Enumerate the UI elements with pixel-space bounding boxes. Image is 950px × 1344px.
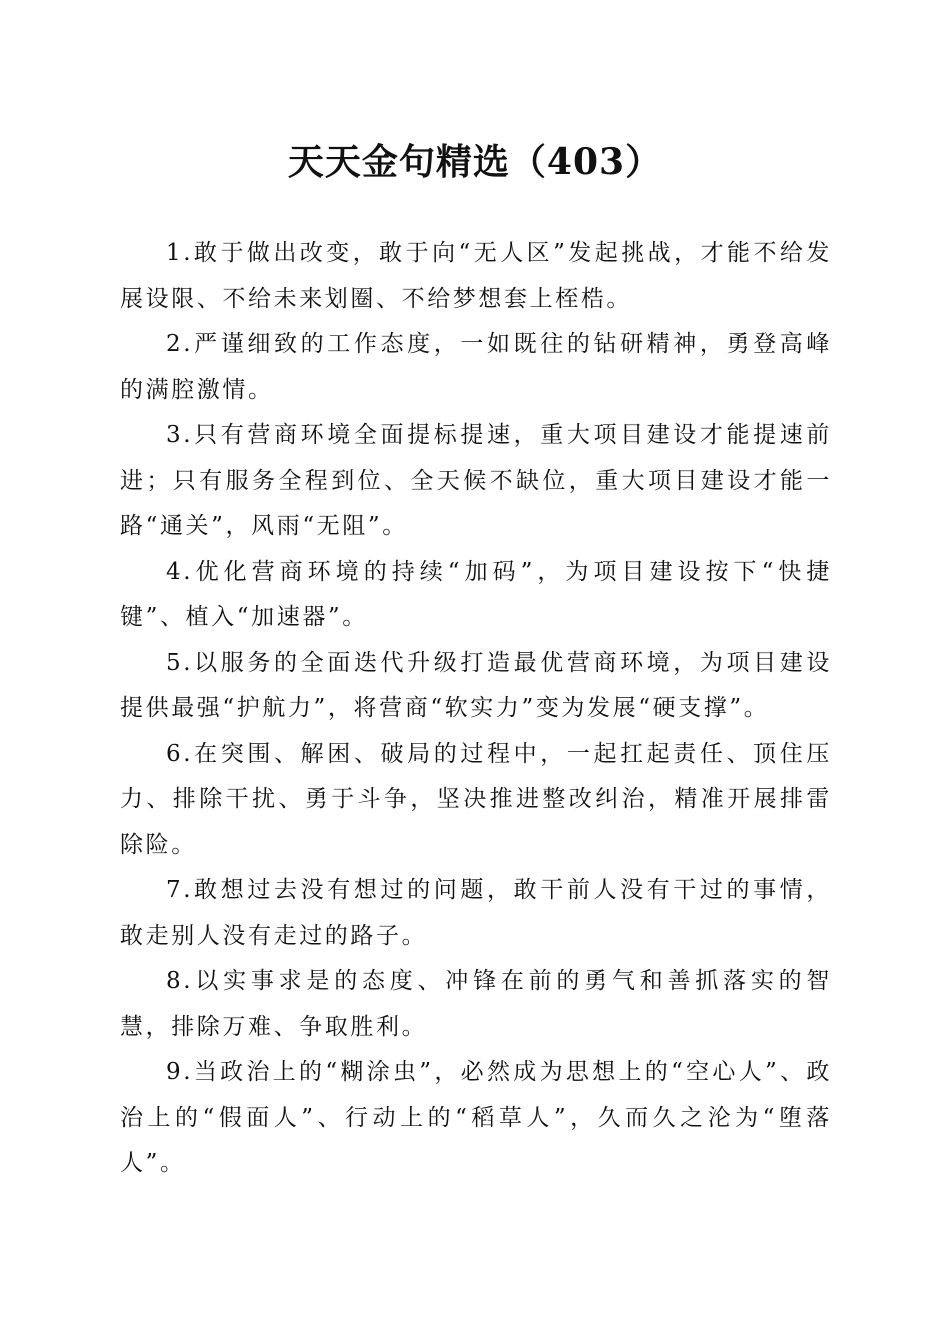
document-body <box>120 231 832 1187</box>
paragraph-3: 3.只有营商环境全面提标提速，重大项目建设才能提速前进；只有服务全程到位、全天候不缺位，重大项目建设才能一路“通关”，风雨“无阻”。 <box>120 422 832 539</box>
paragraph-4: 4.优化营商环境的持续“加码”，为项目建设按下“快捷键”、植入“加速器”。 <box>120 558 832 630</box>
paragraph-5: 5.以服务的全面迭代升级打造最优营商环境，为项目建设提供最强“护航力”，将营商“软实力”变为发展“硬支撑”。 <box>120 649 832 721</box>
paragraph-8: 8.以实事求是的态度、冲锋在前的勇气和善抓落实的智慧，排除万难、争取胜利。 <box>120 968 832 1040</box>
page-title: 天天金句精选（403） <box>287 141 663 183</box>
paragraph-1: 1.敢于做出改变，敢于向“无人区”发起挑战，才能不给发展设限、不给未来划圈、不给梦想套上桎梏。 <box>120 240 832 312</box>
paragraph-6: 6.在突围、解困、破局的过程中，一起扛起责任、顶住压力、排除干扰、勇于斗争，坚决推进整改纠治，精准开展排雷除险。 <box>120 740 832 858</box>
paragraph-7: 7.敢想过去没有想过的问题，敢干前人没有干过的事情，敢走别人没有走过的路子。 <box>120 877 832 949</box>
paragraph-2: 2.严谨细致的工作态度，一如既往的钻研精神，勇登高峰的满腔激情。 <box>120 331 832 403</box>
paragraph-9: 9.当政治上的“糊涂虫”，必然成为思想上的“空心人”、政治上的“假面人”、行动上的“稻草人”，久而久之沦为“堕落人”。 <box>120 1059 832 1176</box>
